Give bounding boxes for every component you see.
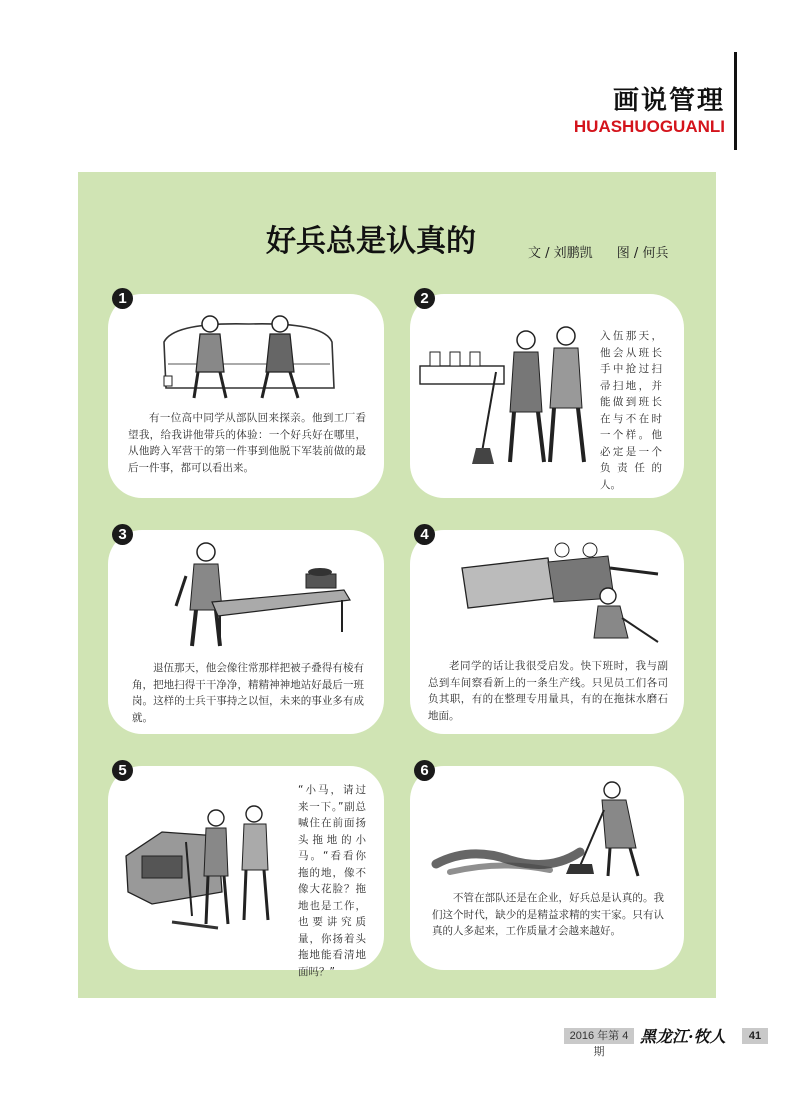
panel-caption-2: 入伍那天，他会从班长手中抢过扫帚扫地，并能做到班长在与不在时一个样。他必定是一个负责任的人。 <box>600 330 662 491</box>
author-credit: 文 / 刘鹏凯 <box>528 246 593 261</box>
page-number: 41 <box>742 1028 768 1044</box>
magazine-logo: 黑龙江·牧人 <box>640 1027 726 1046</box>
panel-illustration-factory-workers <box>458 538 668 646</box>
issue-label: 2016 年第 4 期 <box>564 1028 634 1044</box>
panel-caption-1: 有一位高中同学从部队回来探亲。他到工厂看望我，给我讲他带兵的体验：一个好兵好在哪里，从他跨入军营干的第一件事到他脱下军装前做的最后一件事，都可以看出来。 <box>128 412 366 474</box>
section-title-pinyin: HUASHUOGUANLI <box>573 117 725 136</box>
comic-panel-6 <box>410 766 684 970</box>
panel-illustration-two-men-on-sofa <box>154 302 344 406</box>
comic-panel-3 <box>108 530 384 734</box>
panel-illustration-grabbing-broom <box>416 312 596 480</box>
comic-panel-4 <box>410 530 684 734</box>
header-rule <box>734 52 737 150</box>
comic-panel-5 <box>108 766 384 978</box>
panel-illustration-soldier-by-bunk <box>156 536 356 654</box>
comic-panel-2 <box>410 294 684 498</box>
article-title: 好兵总是认真的 <box>266 224 476 259</box>
panel-illustration-mopping-machine <box>122 796 292 936</box>
panel-caption-3: 退伍那天，他会像往常那样把被子叠得有棱有角，把地扫得干干净净，精精神神地站好最后一班岗。这样的士兵干事持之以恒，未来的事业多有成就。 <box>132 662 364 724</box>
panel-number-3: 3 <box>112 524 133 545</box>
panel-caption-4: 老同学的话让我很受启发。快下班时，我与副总到车间察看新上的一条生产线。只见员工们各司负其职，有的在整理专用量具，有的在拖抹水磨石地面。 <box>428 660 668 722</box>
panel-caption-5: “小马，请过来一下。”副总喊住在前面扬头拖地的小马。“看看你拖的地，像不像大花脸？拖地也是工作，也要讲究质量，你扬着头拖地能看清地面吗？” <box>298 784 366 978</box>
panel-number-5: 5 <box>112 760 133 781</box>
panel-caption-6: 不管在部队还是在企业，好兵总是认真的。我们这个时代，缺少的是精益求精的实干家。只有认真的人多起来，工作质量才会越来越好。 <box>432 892 664 937</box>
illustrator-credit: 图 / 何兵 <box>616 246 669 261</box>
panel-number-2: 2 <box>414 288 435 309</box>
byline <box>528 242 688 261</box>
panel-number-4: 4 <box>414 524 435 545</box>
panel-number-1: 1 <box>112 288 133 309</box>
section-title: 画说管理 <box>612 86 725 116</box>
panel-number-6: 6 <box>414 760 435 781</box>
comic-panel-1 <box>108 294 384 498</box>
panel-illustration-careful-mopping <box>430 776 664 886</box>
comic-board <box>78 172 716 998</box>
